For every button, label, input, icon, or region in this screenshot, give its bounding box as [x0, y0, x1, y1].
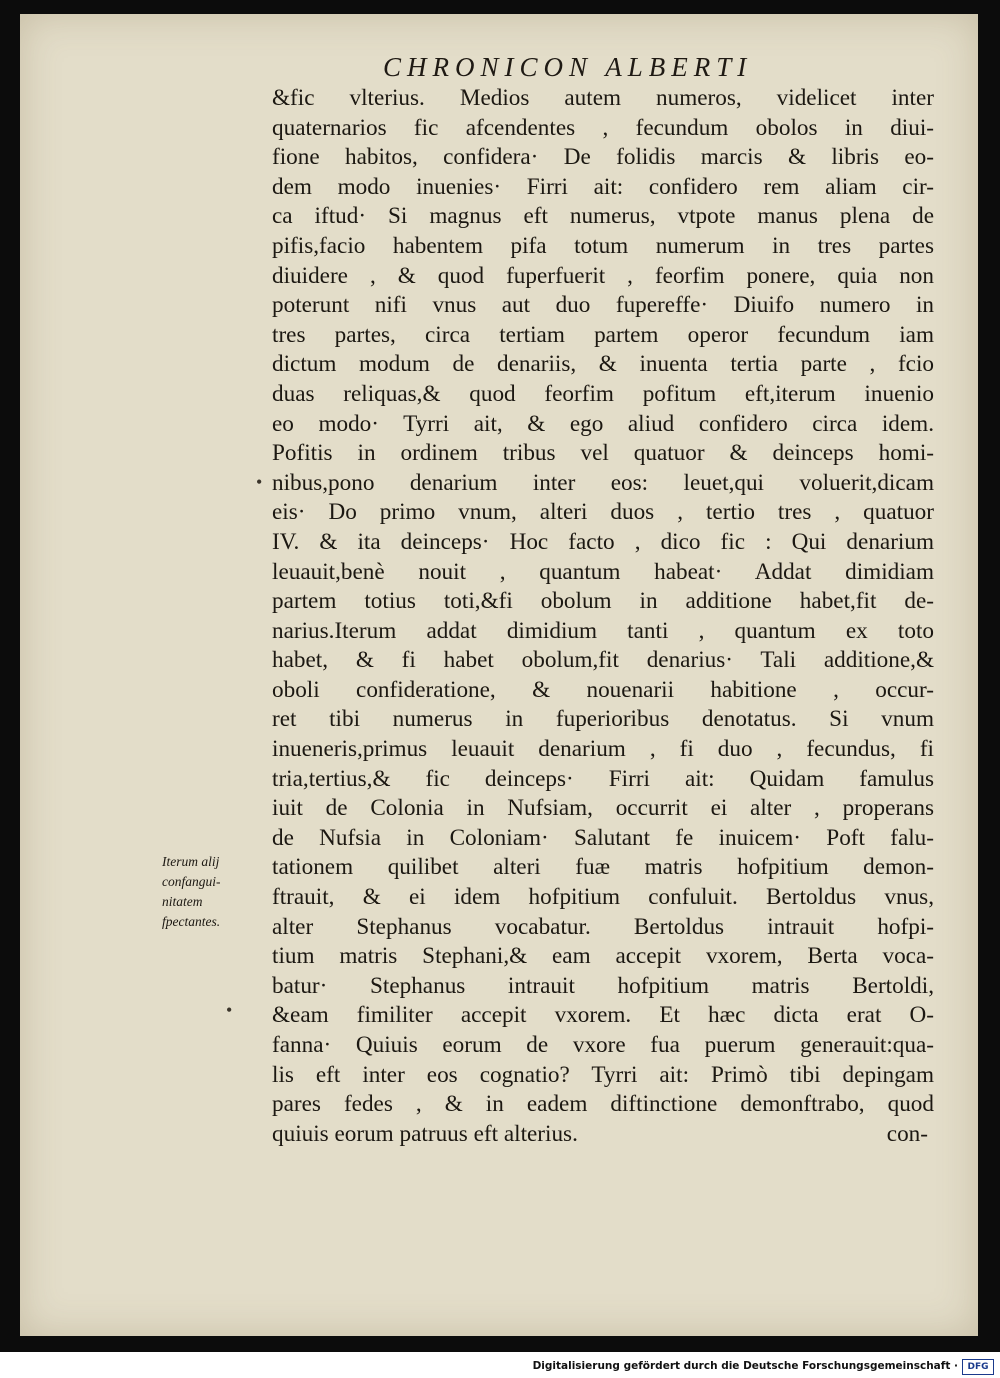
line-text: tres partes, circa tertiam partem operor fecundum iam	[272, 321, 934, 348]
line-text: ftrauit, & ei idem hofpitium confuluit. Bertoldus vnus,	[272, 884, 934, 911]
line-text: lis eft inter eos cognatio? Tyrri ait: Primò tibi depingam	[272, 1061, 934, 1088]
text-line	[272, 291, 934, 321]
text-line	[272, 942, 934, 972]
text-line	[272, 913, 934, 943]
text-line	[272, 1090, 934, 1120]
line-text: dictum modum de denariis, & inuenta tertia parte , fcio	[272, 351, 934, 378]
text-line	[272, 202, 934, 232]
line-text: quiuis eorum patruus eft alterius.	[272, 1120, 578, 1147]
text-line	[272, 173, 934, 203]
line-text: pares fedes , & in eadem diftinctione demonftrabo, quod	[272, 1091, 934, 1118]
text-line	[272, 1031, 934, 1061]
text-line	[272, 380, 934, 410]
line-text: inueneris,primus leuauit denarium , fi duo , fecundus, fi	[272, 736, 934, 763]
line-text: tria,tertius,& fic deinceps· Firri ait: Quidam famulus	[272, 765, 934, 792]
marginal-note-line: confangui-	[162, 874, 221, 889]
text-line	[272, 1061, 934, 1091]
line-text: diuidere , & quod fuperfuerit , feorfim ponere, quia non	[272, 262, 934, 289]
line-text: quaternarios fic afcendentes , fecundum obolos in diui-	[272, 114, 934, 141]
margin-mark: •	[256, 472, 263, 492]
text-line	[272, 321, 934, 351]
line-text: narius.Iterum addat dimidium tanti , quantum ex toto	[272, 617, 934, 644]
marginal-note-line: fpectantes.	[162, 914, 221, 929]
text-line	[272, 617, 934, 647]
line-text: pifis,facio habentem pifa totum numerum in tres partes	[272, 232, 934, 259]
line-text: nibus,pono denarium inter eos: leuet,qui voluerit,dicam	[272, 469, 934, 496]
marginal-note	[162, 852, 262, 932]
line-text: partem totius toti,&fi obolum in additione habet,fit de-	[272, 588, 934, 615]
line-text: tationem quilibet alteri fuæ matris hofpitium demon-	[272, 854, 934, 881]
funding-credit: Digitalisierung gefördert durch die Deutsche Forschungsgemeinschaft ·	[532, 1360, 958, 1372]
line-text: duas reliquas,& quod feorfim pofitum eft,iterum inuenio	[272, 380, 934, 407]
text-line	[272, 498, 934, 528]
line-text: &fic vlterius. Medios autem numeros, videlicet inter	[272, 85, 934, 111]
text-line	[272, 528, 934, 558]
line-text: habet, & fi habet obolum,fit denarius· Tali additione,&	[272, 647, 934, 674]
text-line	[272, 262, 934, 292]
line-text: Pofitis in ordinem tribus vel quatuor & deinceps homi-	[272, 440, 934, 467]
text-line	[272, 853, 934, 883]
text-line	[272, 972, 934, 1002]
line-text: batur· Stephanus intrauit hofpitium matris Bertoldi,	[272, 972, 934, 999]
line-text: leuauit,benè nouit , quantum habeat· Addat dimidiam	[272, 558, 934, 585]
text-line	[272, 824, 934, 854]
text-line	[272, 143, 934, 173]
body-text	[272, 84, 934, 1149]
line-text: dem modo inuenies· Firri ait: confidero rem aliam cir-	[272, 173, 934, 200]
text-line	[272, 587, 934, 617]
line-text: iuit de Colonia in Nufsiam, occurrit ei alter , properans	[272, 795, 934, 822]
line-text: ca iftud· Si magnus eft numerus, vtpote manus plena de	[272, 203, 934, 230]
line-text: fanna· Quiuis eorum de vxore fua puerum generauit:qua-	[272, 1032, 934, 1058]
text-line	[272, 558, 934, 588]
line-text: eis· Do primo vnum, alteri duos , tertio tres , quatuor	[272, 499, 934, 526]
marginal-note-line: nitatem	[162, 894, 203, 909]
text-line	[272, 350, 934, 380]
text-line	[272, 735, 934, 765]
text-line	[272, 883, 934, 913]
line-text: eo modo· Tyrri ait, & ego aliud confidero circa idem.	[272, 410, 934, 437]
text-line	[272, 676, 934, 706]
line-text: poterunt nifi vnus aut duo fupereffe· Diuifo numero in	[272, 292, 934, 319]
line-text: ret tibi numerus in fuperioribus denotatus. Si vnum	[272, 706, 934, 733]
text-line	[272, 84, 934, 114]
text-line	[272, 1120, 934, 1150]
line-text: IV. & ita deinceps· Hoc facto , dico fic : Qui denarium	[272, 528, 934, 555]
margin-mark: •	[226, 1000, 233, 1020]
text-line	[272, 1001, 934, 1031]
text-line	[272, 765, 934, 795]
marginal-note-line: Iterum alij	[162, 854, 220, 869]
text-line	[272, 114, 934, 144]
line-text: tium matris Stephani,& eam accepit vxorem, Berta voca-	[272, 943, 934, 970]
running-head: CHRONICON ALBERTI	[383, 52, 753, 82]
footer-bar	[0, 1356, 1000, 1378]
line-text: de Nufsia in Coloniam· Salutant fe inuicem· Poft falu-	[272, 824, 934, 851]
text-line	[272, 794, 934, 824]
text-line	[272, 469, 934, 499]
line-text: fione habitos, confidera· De folidis marcis & libris eo-	[272, 144, 934, 171]
text-line	[272, 705, 934, 735]
line-text: oboli confideratione, & nouenarii habitione , occur-	[272, 676, 934, 703]
text-line	[272, 410, 934, 440]
line-text: &eam fimiliter accepit vxorem. Et hæc dicta erat O-	[272, 1002, 934, 1029]
text-line	[272, 646, 934, 676]
text-line	[272, 439, 934, 469]
text-line	[272, 232, 934, 262]
catchword: con-	[886, 1120, 928, 1147]
dfg-logo: DFG	[962, 1359, 994, 1375]
line-text: alter Stephanus vocabatur. Bertoldus intrauit hofpi-	[272, 913, 934, 940]
